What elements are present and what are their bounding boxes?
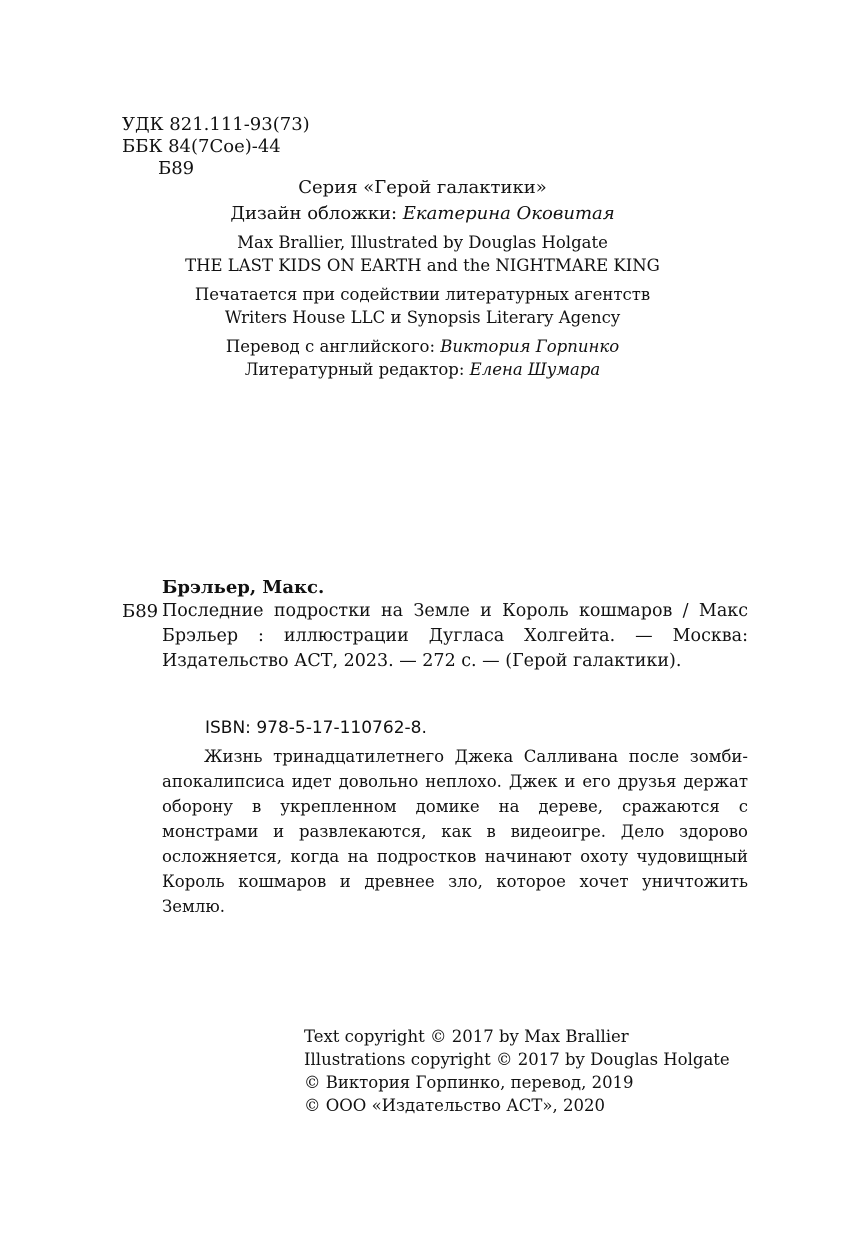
udk-code: УДК 821.111-93(73) <box>122 114 310 135</box>
original-title-line: THE LAST KIDS ON EARTH and the NIGHTMARE KING <box>185 256 660 275</box>
catalog-description: Последние подростки на Земле и Король кошмаров / Макс Брэльер : иллюстрации Дугласа Холгейта. — Москва: Издательство АСТ, 2023. — 272 с. — (Герой галактики). <box>162 601 748 671</box>
copyright-text: Text copyright © 2017 by Max Brallier <box>304 1027 629 1046</box>
editor-line <box>0 358 845 382</box>
author-mark: Б89 <box>158 158 195 179</box>
cover-design-label: Дизайн обложки: <box>230 203 403 224</box>
editor-name: Елена Шумара <box>469 360 601 379</box>
bbk-code: ББК 84(7Сое)-44 <box>122 136 281 157</box>
cover-design-line <box>0 202 845 226</box>
original-author-line: Max Brallier, Illustrated by Douglas Holgate <box>237 233 608 252</box>
copyright-translation: © Виктория Горпинко, перевод, 2019 <box>304 1073 634 1092</box>
translator-line <box>0 335 845 359</box>
cover-designer-name: Екатерина Оковитая <box>402 203 615 224</box>
catalog-mark: Б89 <box>122 601 159 622</box>
translator-name: Виктория Горпинко <box>440 337 620 356</box>
agency-line-2: Writers House LLC и Synopsis Literary Agency <box>224 308 621 327</box>
agency-line-1: Печатается при содействии литературных агентств <box>194 285 651 304</box>
annotation: Жизнь тринадцатилетнего Джека Салливана после зомби-апокалипсиса идет довольно неплохо. Джек и его друзья держат оборону в укрепленном домике на дереве, сражаются с монстрами и развлекаются, как в видеоигре. Дело здорово осложняется, когда на подростков начинают охоту чудовищный Король кошмаров и древнее зло, которое хочет уничтожить Землю. <box>162 747 748 916</box>
copyright-block <box>304 1025 730 1117</box>
series-line: Серия «Герой галактики» <box>298 177 547 198</box>
translator-label: Перевод с английского: <box>225 337 441 356</box>
copyright-illustrations: Illustrations copyright © 2017 by Douglas Holgate <box>304 1050 730 1069</box>
isbn: ISBN: 978-5-17-110762-8. <box>205 718 427 738</box>
editor-label: Литературный редактор: <box>244 360 470 379</box>
catalog-author: Брэльер, Макс. <box>162 577 325 598</box>
copyright-publisher: © ООО «Издательство АСТ», 2020 <box>304 1096 605 1115</box>
